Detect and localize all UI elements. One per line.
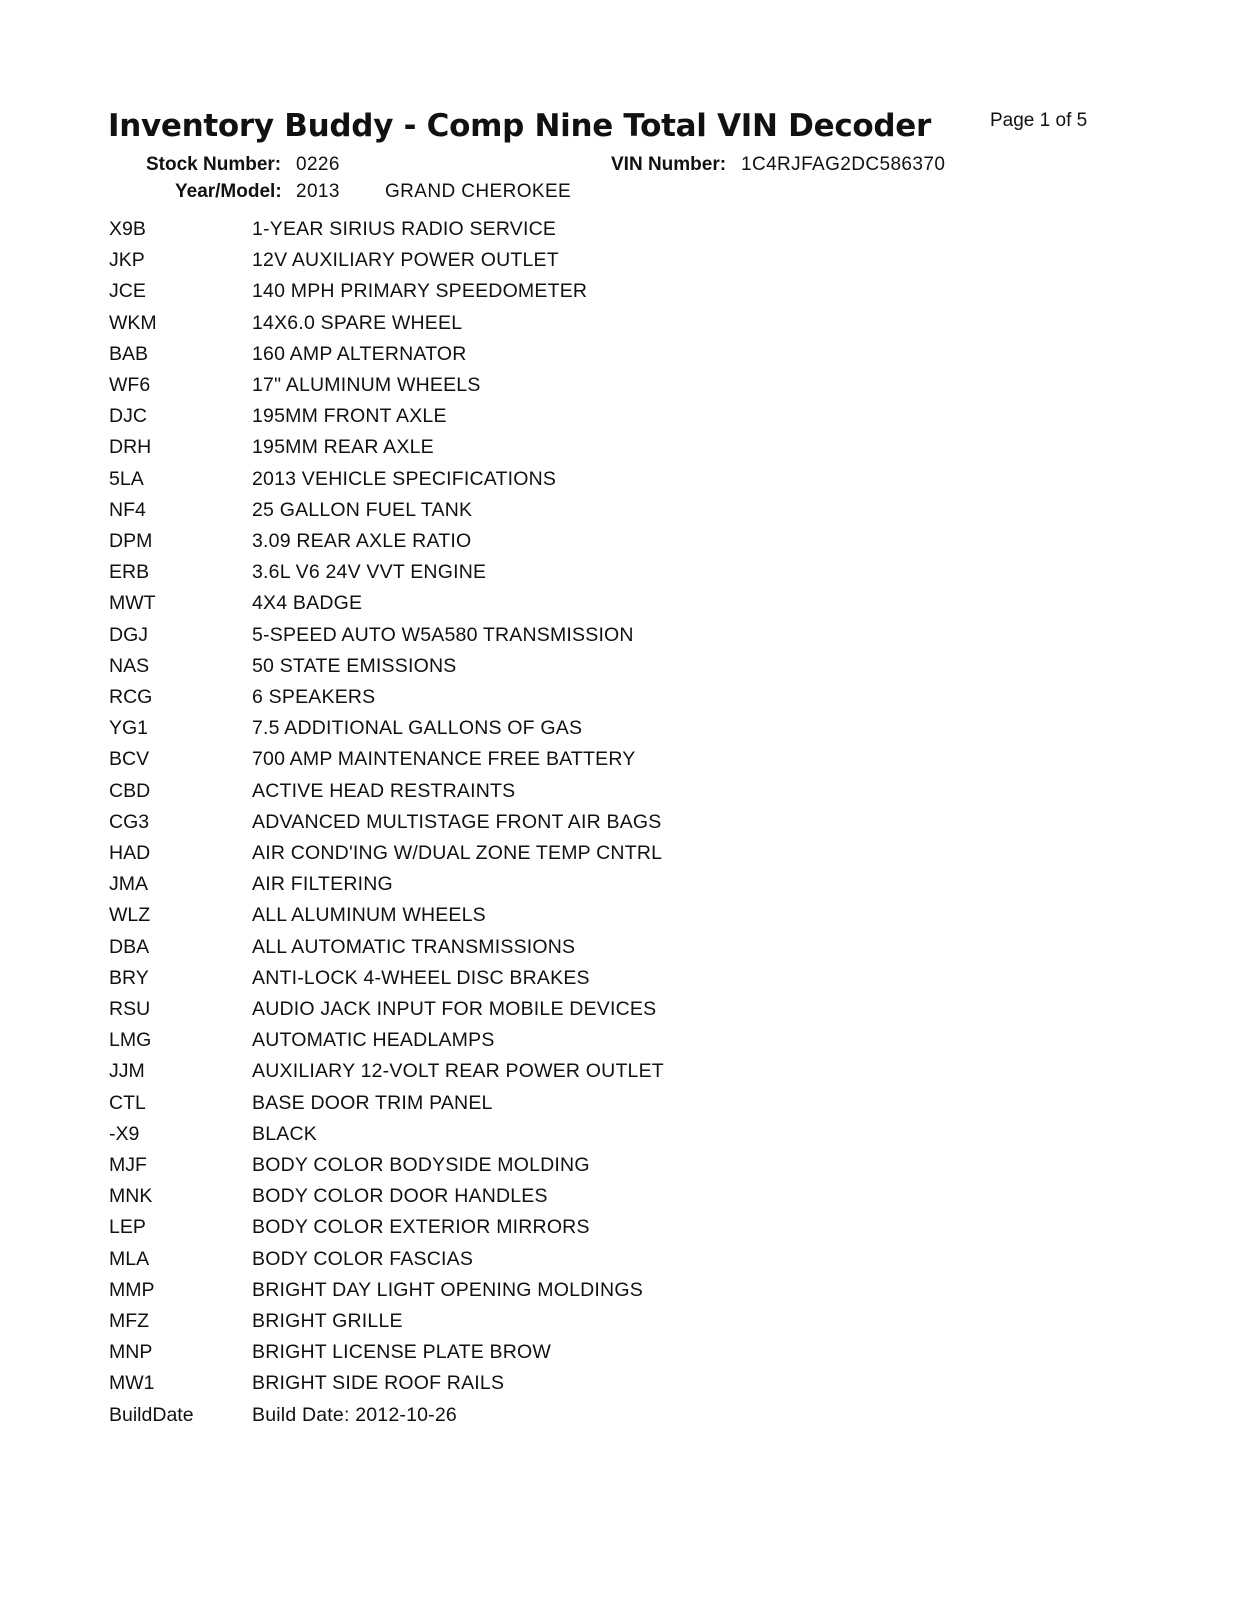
option-description: ACTIVE HEAD RESTRAINTS <box>252 779 516 802</box>
option-code: MFZ <box>109 1310 150 1332</box>
option-row <box>0 1310 1236 1341</box>
option-code: BAB <box>109 342 149 365</box>
option-description: 12V AUXILIARY POWER OUTLET <box>252 249 559 272</box>
option-code: MWT <box>109 592 156 615</box>
option-description: 160 AMP ALTERNATOR <box>252 342 467 365</box>
option-code: DBA <box>109 935 150 958</box>
option-row <box>0 1372 1236 1403</box>
option-row <box>0 686 1236 717</box>
year-model-label: Year/Model: <box>175 181 282 202</box>
option-description: AUDIO JACK INPUT FOR MOBILE DEVICES <box>252 998 657 1020</box>
option-code: JKP <box>109 249 145 272</box>
option-code: BuildDate <box>109 1403 194 1426</box>
option-code: NF4 <box>109 498 146 521</box>
document-title: Inventory Buddy - Comp Nine Total VIN Decoder <box>108 108 932 144</box>
vin-number-label: VIN Number: <box>611 154 727 175</box>
vin-number-value: 1C4RJFAG2DC586370 <box>741 154 946 175</box>
option-description: BRIGHT SIDE ROOF RAILS <box>252 1372 505 1395</box>
option-code: MJF <box>109 1154 147 1176</box>
option-row <box>0 530 1236 561</box>
option-code: MMP <box>109 1278 155 1301</box>
option-row <box>0 1404 1236 1435</box>
option-code: RSU <box>109 998 151 1020</box>
option-code: CTL <box>109 1091 146 1114</box>
option-code: DGJ <box>109 623 148 646</box>
option-code: WLZ <box>109 904 151 927</box>
option-code: DRH <box>109 436 152 459</box>
option-description: 195MM FRONT AXLE <box>252 405 447 428</box>
option-description: BODY COLOR DOOR HANDLES <box>252 1185 548 1208</box>
option-row <box>0 842 1236 873</box>
option-description: 195MM REAR AXLE <box>252 436 434 459</box>
option-row <box>0 1341 1236 1372</box>
option-description: 140 MPH PRIMARY SPEEDOMETER <box>252 280 588 303</box>
option-code: HAD <box>109 842 151 864</box>
option-code: -X9 <box>109 1122 140 1145</box>
option-row <box>0 468 1236 499</box>
option-code: NAS <box>109 654 150 677</box>
option-row <box>0 1092 1236 1123</box>
option-row <box>0 904 1236 935</box>
option-description: BLACK <box>252 1122 317 1145</box>
option-code: MNP <box>109 1341 153 1364</box>
option-code: JJM <box>109 1060 145 1083</box>
option-description: 25 GALLON FUEL TANK <box>252 498 473 521</box>
option-description: ANTI-LOCK 4-WHEEL DISC BRAKES <box>252 966 590 989</box>
option-row <box>0 1154 1236 1185</box>
option-description: BRIGHT GRILLE <box>252 1310 403 1332</box>
model-value: GRAND CHEROKEE <box>385 181 572 202</box>
option-row <box>0 967 1236 998</box>
option-code: MNK <box>109 1185 153 1208</box>
option-description: AUTOMATIC HEADLAMPS <box>252 1029 495 1052</box>
option-code: LEP <box>109 1216 146 1239</box>
option-row <box>0 1216 1236 1247</box>
year-value: 2013 <box>296 181 340 202</box>
option-description: ALL AUTOMATIC TRANSMISSIONS <box>252 935 576 958</box>
option-description: BRIGHT DAY LIGHT OPENING MOLDINGS <box>252 1278 643 1301</box>
option-row <box>0 936 1236 967</box>
option-row <box>0 592 1236 623</box>
option-row <box>0 717 1236 748</box>
option-description: 1-YEAR SIRIUS RADIO SERVICE <box>252 218 557 240</box>
option-description: 3.09 REAR AXLE RATIO <box>252 530 472 552</box>
option-description: 50 STATE EMISSIONS <box>252 654 457 677</box>
option-row <box>0 499 1236 530</box>
option-row <box>0 998 1236 1029</box>
option-description: AIR COND'ING W/DUAL ZONE TEMP CNTRL <box>252 842 663 864</box>
option-description: 3.6L V6 24V VVT ENGINE <box>252 561 487 584</box>
option-row <box>0 748 1236 779</box>
option-description: 7.5 ADDITIONAL GALLONS OF GAS <box>252 717 583 740</box>
option-code: WKM <box>109 311 157 334</box>
option-description: 17" ALUMINUM WHEELS <box>252 374 481 396</box>
option-code: LMG <box>109 1029 152 1052</box>
option-code: DPM <box>109 530 153 552</box>
option-description: BODY COLOR BODYSIDE MOLDING <box>252 1154 590 1176</box>
option-description: BODY COLOR FASCIAS <box>252 1247 474 1270</box>
option-row <box>0 624 1236 655</box>
option-description: 6 SPEAKERS <box>252 686 376 708</box>
option-row <box>0 218 1236 249</box>
option-code: YG1 <box>109 717 149 740</box>
option-description: Build Date: 2012-10-26 <box>252 1403 457 1426</box>
option-description: 4X4 BADGE <box>252 592 363 615</box>
option-row <box>0 1185 1236 1216</box>
option-row <box>0 873 1236 904</box>
option-row <box>0 343 1236 374</box>
option-description: AIR FILTERING <box>252 873 393 896</box>
option-description: BASE DOOR TRIM PANEL <box>252 1091 493 1114</box>
option-code: WF6 <box>109 374 151 396</box>
option-row <box>0 280 1236 311</box>
option-code: RCG <box>109 686 153 708</box>
stock-number-label: Stock Number: <box>146 154 282 175</box>
option-description: 5-SPEED AUTO W5A580 TRANSMISSION <box>252 623 634 646</box>
option-code: ERB <box>109 561 150 584</box>
option-description: BODY COLOR EXTERIOR MIRRORS <box>252 1216 590 1239</box>
option-row <box>0 1060 1236 1091</box>
option-description: AUXILIARY 12-VOLT REAR POWER OUTLET <box>252 1060 664 1083</box>
option-row <box>0 249 1236 280</box>
option-code: JCE <box>109 280 146 303</box>
option-description: 700 AMP MAINTENANCE FREE BATTERY <box>252 748 636 771</box>
option-code: MLA <box>109 1247 150 1270</box>
option-row <box>0 780 1236 811</box>
option-row <box>0 312 1236 343</box>
option-description: 14X6.0 SPARE WHEEL <box>252 311 463 334</box>
option-row <box>0 1123 1236 1154</box>
option-row <box>0 811 1236 842</box>
option-code: DJC <box>109 405 147 428</box>
option-code: 5LA <box>109 467 144 490</box>
option-code: JMA <box>109 873 148 896</box>
option-row <box>0 1029 1236 1060</box>
option-description: 2013 VEHICLE SPECIFICATIONS <box>252 467 557 490</box>
option-description: ALL ALUMINUM WHEELS <box>252 904 486 927</box>
option-row <box>0 374 1236 405</box>
option-description: BRIGHT LICENSE PLATE BROW <box>252 1341 552 1364</box>
option-row <box>0 1279 1236 1310</box>
option-row <box>0 436 1236 467</box>
option-code: BCV <box>109 748 150 771</box>
option-code: X9B <box>109 218 146 240</box>
option-code: MW1 <box>109 1372 155 1395</box>
option-row <box>0 655 1236 686</box>
option-code: CBD <box>109 779 151 802</box>
stock-number-value: 0226 <box>296 154 340 175</box>
option-row <box>0 405 1236 436</box>
option-description: ADVANCED MULTISTAGE FRONT AIR BAGS <box>252 810 662 833</box>
option-row <box>0 561 1236 592</box>
option-code: CG3 <box>109 810 150 833</box>
option-code: BRY <box>109 966 149 989</box>
option-row <box>0 1248 1236 1279</box>
page-indicator: Page 1 of 5 <box>990 110 1088 131</box>
